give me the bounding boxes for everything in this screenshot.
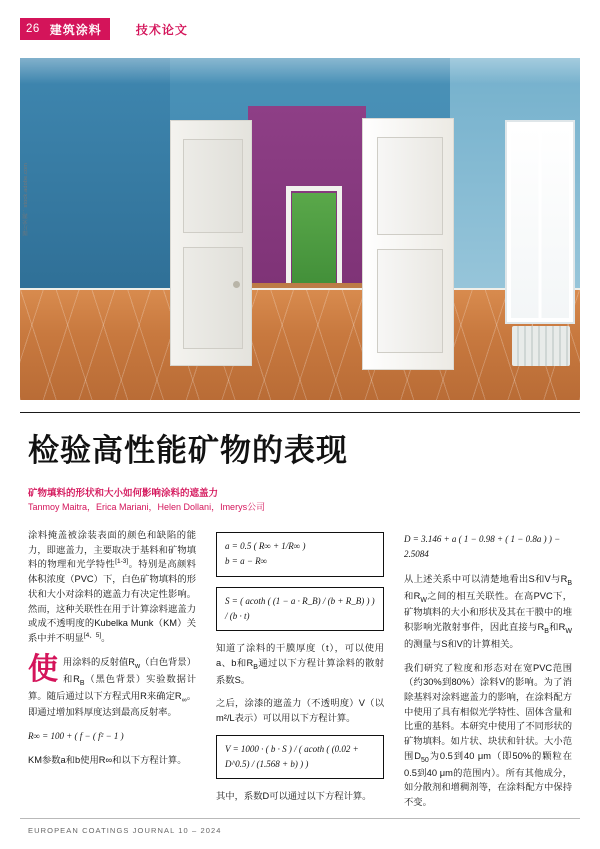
paragraph-with-dropcap bbox=[28, 652, 196, 720]
floor bbox=[20, 290, 580, 400]
hero-image bbox=[20, 58, 580, 400]
paragraph: 之后，涂漆的遮盖力（不透明度）V（以m²/L表示）可以用以下方程计算。 bbox=[216, 698, 384, 724]
para-text: 。特别是高颜料体积浓度（PVC）下，白色矿物填料的形状和大小对涂料的遮盖力有决定性影响。然而，这种关联性在用于计算涂料遮盖力或成不透明度的Kubelka Munk（KM）关系中并不明显 bbox=[28, 559, 196, 643]
door-panel bbox=[377, 249, 443, 353]
formula-box-v bbox=[216, 735, 384, 780]
subscript: ∞ bbox=[181, 696, 187, 704]
page-header bbox=[20, 18, 580, 40]
paragraph bbox=[404, 661, 572, 810]
formula-d: D = 3.146 + a ( 1 − 0.98 + ( 1 − 0.8a ) ) − 2.5084 bbox=[404, 534, 561, 560]
page-number: 26 bbox=[26, 23, 40, 35]
para-text: 和R bbox=[548, 622, 566, 633]
footnote-ref: [1-3] bbox=[115, 558, 129, 566]
para-text: （白色背景）和R bbox=[63, 656, 196, 684]
article-authors: Tanmoy Maitra，Erica Mariani，Helen Dollani，Imerys公司 bbox=[28, 502, 266, 512]
formula-a: a = 0.5 ( R∞ + 1/R∞ ) bbox=[225, 541, 306, 551]
subscript: W bbox=[565, 627, 573, 635]
para-text: 。即通过增加料厚度达到最高反射率。 bbox=[28, 690, 196, 718]
door-panel bbox=[183, 139, 243, 233]
door-panel bbox=[183, 247, 243, 349]
title-divider bbox=[20, 412, 580, 413]
subscript: w bbox=[134, 662, 141, 670]
para-text: 和R bbox=[404, 590, 421, 601]
subscript: 50 bbox=[420, 756, 429, 764]
body-column-1 bbox=[28, 528, 196, 777]
subscript: B bbox=[79, 679, 85, 687]
footer-text: EUROPEAN COATINGS JOURNAL 10 – 2024 bbox=[28, 826, 222, 835]
para-text: 通过以下方程计算涂料的散射系数S。 bbox=[216, 657, 384, 685]
footer-divider bbox=[20, 818, 580, 819]
paragraph bbox=[216, 641, 384, 687]
body-column-3 bbox=[404, 528, 572, 819]
para-text: 涂料掩盖被涂装表面的颜色和缺陷的能力，即遮盖力，主要取决于基料和矿物填料的物理和光学特性 bbox=[28, 530, 196, 570]
article-subtitle: 矿物填料的形状和大小如何影响涂料的遮盖力 bbox=[28, 488, 219, 499]
page-title: 检验高性能矿物的表现 bbox=[28, 433, 348, 468]
formula-scattering-s: S = ( acoth ( (1 − a · R_B) / (b + R_B) ) ) / (b · t) bbox=[225, 595, 375, 621]
formula-opacity-v: V = 1000 · ( b · S ) / ( acoth ( (0.02 + D^0.5) / (1.568 + b) ) ) bbox=[225, 743, 359, 770]
para-text: 用涂料的反射值R bbox=[63, 656, 135, 667]
ceiling-light bbox=[20, 58, 580, 84]
para-text: （黑色背景）实验数据计算。随后通过以下方程式用R来确定R bbox=[28, 673, 196, 701]
door-left bbox=[170, 120, 252, 366]
subscript: B bbox=[567, 579, 572, 587]
window bbox=[507, 122, 573, 322]
paragraph: 其中，系数D可以通过以下方程计算。 bbox=[216, 791, 372, 802]
image-credit: 图片来源：stock.adobe.com bbox=[23, 162, 29, 236]
formula-box-s bbox=[216, 587, 384, 632]
formula-r-infinity: R∞ = 100 + ( f − ( f² − 1 ) bbox=[28, 731, 124, 742]
header-category-tab bbox=[20, 18, 110, 40]
paragraph bbox=[28, 528, 196, 646]
para-text: 为0.5到40 μm（即50%的颗粒在0.5到40 μm的范围内）。所有其他成分，如分散剂和增稠剂等，在涂料配方中保持不变。 bbox=[404, 750, 572, 808]
hero-image-wrap bbox=[20, 58, 580, 400]
door-right bbox=[362, 118, 454, 370]
subscript: B bbox=[544, 627, 549, 635]
para-text: 从上述关系中可以清楚地看出S和V与R bbox=[404, 573, 568, 584]
para-text: 。 bbox=[101, 633, 111, 643]
door-panel bbox=[377, 137, 443, 235]
radiator bbox=[512, 326, 570, 366]
drop-cap: 使 bbox=[28, 652, 58, 686]
para-text: 之间的相互关联性。在高PVC下，矿物填料的大小和形状及其在干膜中的堆积影响光散射事件，因此直接与R bbox=[404, 590, 572, 633]
body-column-2 bbox=[216, 528, 384, 813]
door-knob-icon bbox=[233, 281, 240, 288]
para-text: 的测量与S和V的计算相关。 bbox=[404, 639, 519, 649]
paragraph bbox=[404, 572, 572, 652]
footnote-ref: [4、5] bbox=[83, 631, 102, 639]
formula-box-ab bbox=[216, 532, 384, 577]
para-text: 我们研究了粒度和形态对在宽PVC范围（约30%到80%）涂料V的影响。为了消除基料对涂料遮盖力的影响，在涂料配方中使用了具有相似光学特性、固体含量和比重的基料。本研究中使用了不同形状的矿物填料。如片状、块状和针状。大小范围D bbox=[404, 662, 572, 761]
paragraph: KM参数a和b使用R∞和以下方程计算。 bbox=[28, 755, 187, 766]
section-label: 技术论文 bbox=[135, 22, 188, 37]
formula-b: b = a − R∞ bbox=[225, 556, 268, 567]
subscript: W bbox=[420, 596, 427, 604]
subscript: B bbox=[253, 663, 258, 671]
para-text: 知道了涂料的干膜厚度（t），可以使用a、b和R bbox=[216, 643, 384, 668]
category-label: 建筑涂料 bbox=[49, 22, 102, 37]
